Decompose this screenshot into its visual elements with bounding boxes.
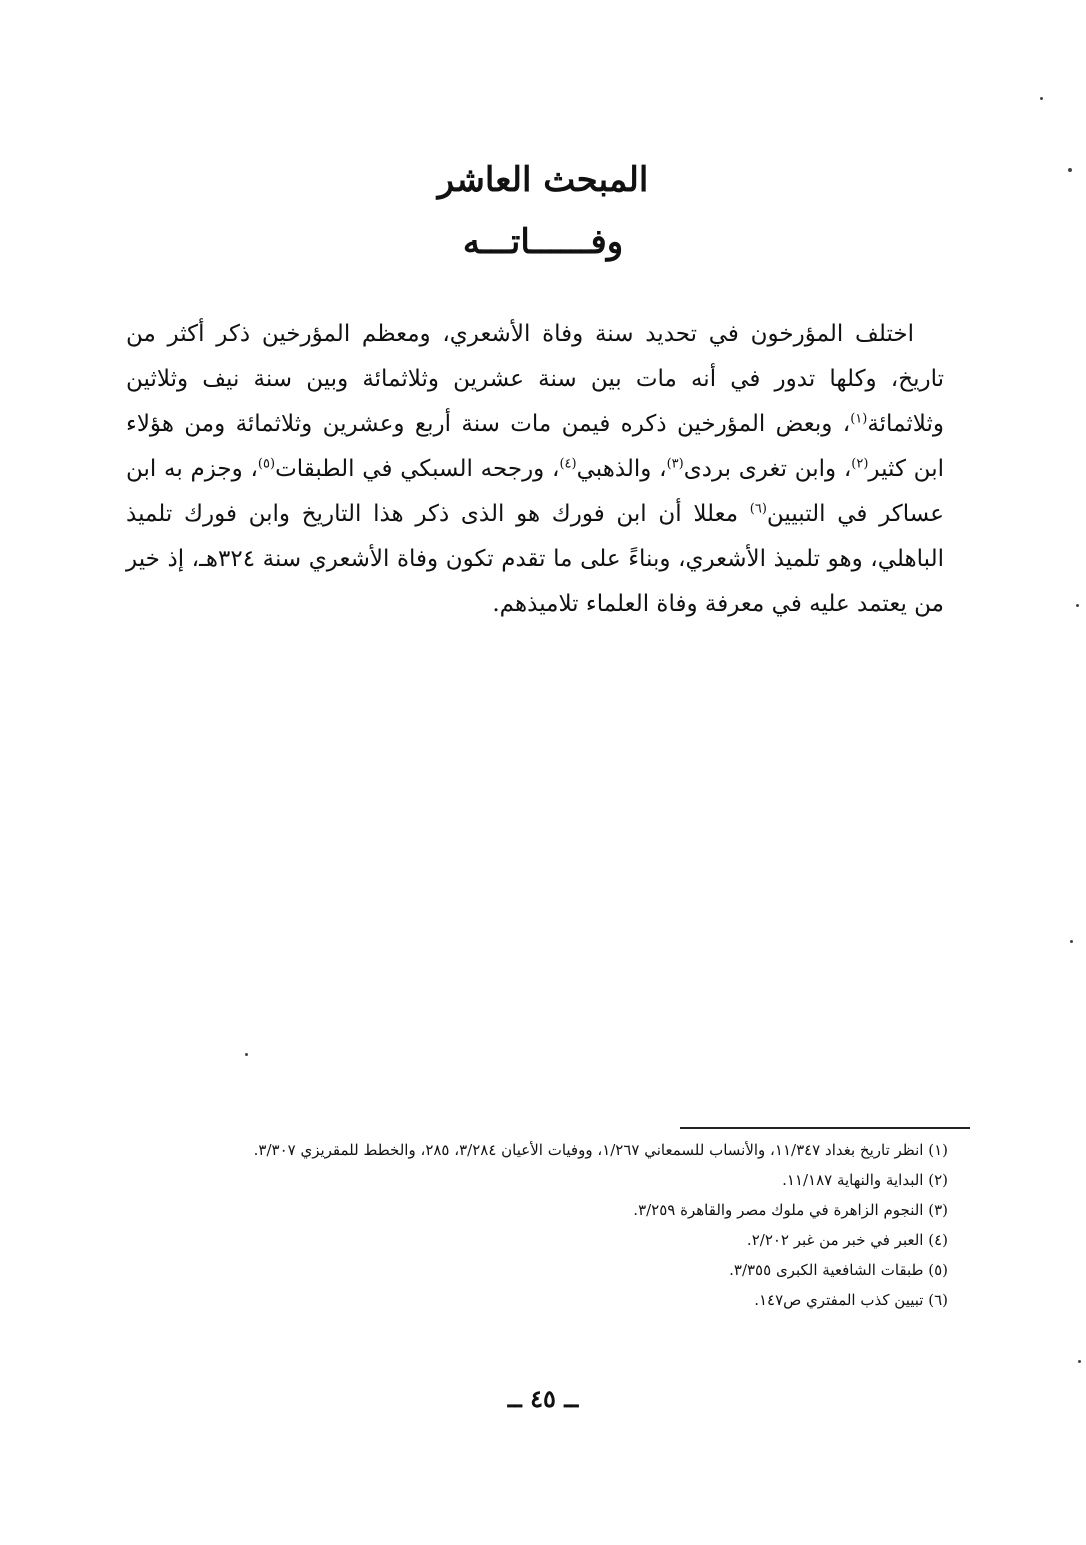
page-number: ــ ٤٥ ــ — [507, 1384, 579, 1413]
footnote-ref: (٣) — [666, 456, 684, 472]
body-text-part: اختلف المؤرخون في تحديد سنة وفاة الأشعري، ومعظم المؤرخين ذكر أكثر من تاريخ، وكلها تدور في أنه مات بين سنة عشرين وثلاثمائة وبين سنة نيف وثلاثين وثلاثمائة — [126, 321, 944, 437]
scan-speck — [1040, 97, 1043, 100]
footnote-ref: (٦) — [749, 501, 767, 517]
footnote-ref: (٢) — [851, 456, 869, 472]
body-text-part: ، وابن تغرى بردى — [683, 456, 852, 482]
footnote-item: (٥) طبقات الشافعية الكبرى ٣/٣٥٥. — [729, 1261, 948, 1279]
body-text-part: ، ورجحه السبكي في الطبقات — [275, 456, 560, 482]
scan-speck — [1078, 1360, 1081, 1363]
footnotes — [130, 1135, 948, 1315]
footnote-item: (١) انظر تاريخ بغداد ١١/٣٤٧، والأنساب للسمعاني ١/٢٦٧، ووفيات الأعيان ٣/٢٨٤، ٢٨٥، والخطط للمقريزي ٣/٣٠٧. — [253, 1141, 948, 1159]
footnote-ref: (١) — [850, 411, 868, 427]
body-text-part: ، والذهبي — [576, 456, 667, 482]
section-heading: المبحث العاشر — [437, 160, 649, 200]
section-title: وفــــــاتـــه — [462, 222, 624, 262]
footnote-item: (٣) النجوم الزاهرة في ملوك مصر والقاهرة ٣/٢٥٩. — [633, 1201, 948, 1219]
scan-speck — [1068, 168, 1072, 172]
footnote-item: (٤) العبر في خبر من غبر ٢/٢٠٢. — [746, 1231, 948, 1249]
scan-speck — [1070, 940, 1073, 943]
body-text-part: معللا أن ابن فورك هو الذى ذكر هذا التاريخ وابن فورك تلميذ الباهلي، وهو تلميذ الأشعري، وبناءً على ما تقدم تكون وفاة الأشعري سنة ٣٢٤هـ، إذ خير من يعتمد عليه في معرفة وفاة العلماء تلاميذهم. — [126, 501, 944, 617]
footnote-ref: (٤) — [559, 456, 577, 472]
footnote-ref: (٥) — [257, 456, 276, 472]
footnote-item: (٦) تبيين كذب المفتري ص١٤٧. — [754, 1291, 948, 1309]
body-text — [126, 312, 944, 627]
footnote-divider — [680, 1127, 970, 1129]
body-paragraph — [126, 312, 944, 627]
body-text-part: ، وجزم به ابن عساكر في التبيين — [126, 456, 944, 527]
body-text-part: ، وبعض المؤرخين ذكره فيمن مات سنة أربع وعشرين وثلاثمائة ومن هؤلاء ابن كثير — [126, 411, 944, 482]
footnote-item: (٢) البداية والنهاية ١١/١٨٧. — [782, 1171, 948, 1189]
scan-speck — [1076, 604, 1079, 607]
scan-speck — [245, 1053, 248, 1056]
